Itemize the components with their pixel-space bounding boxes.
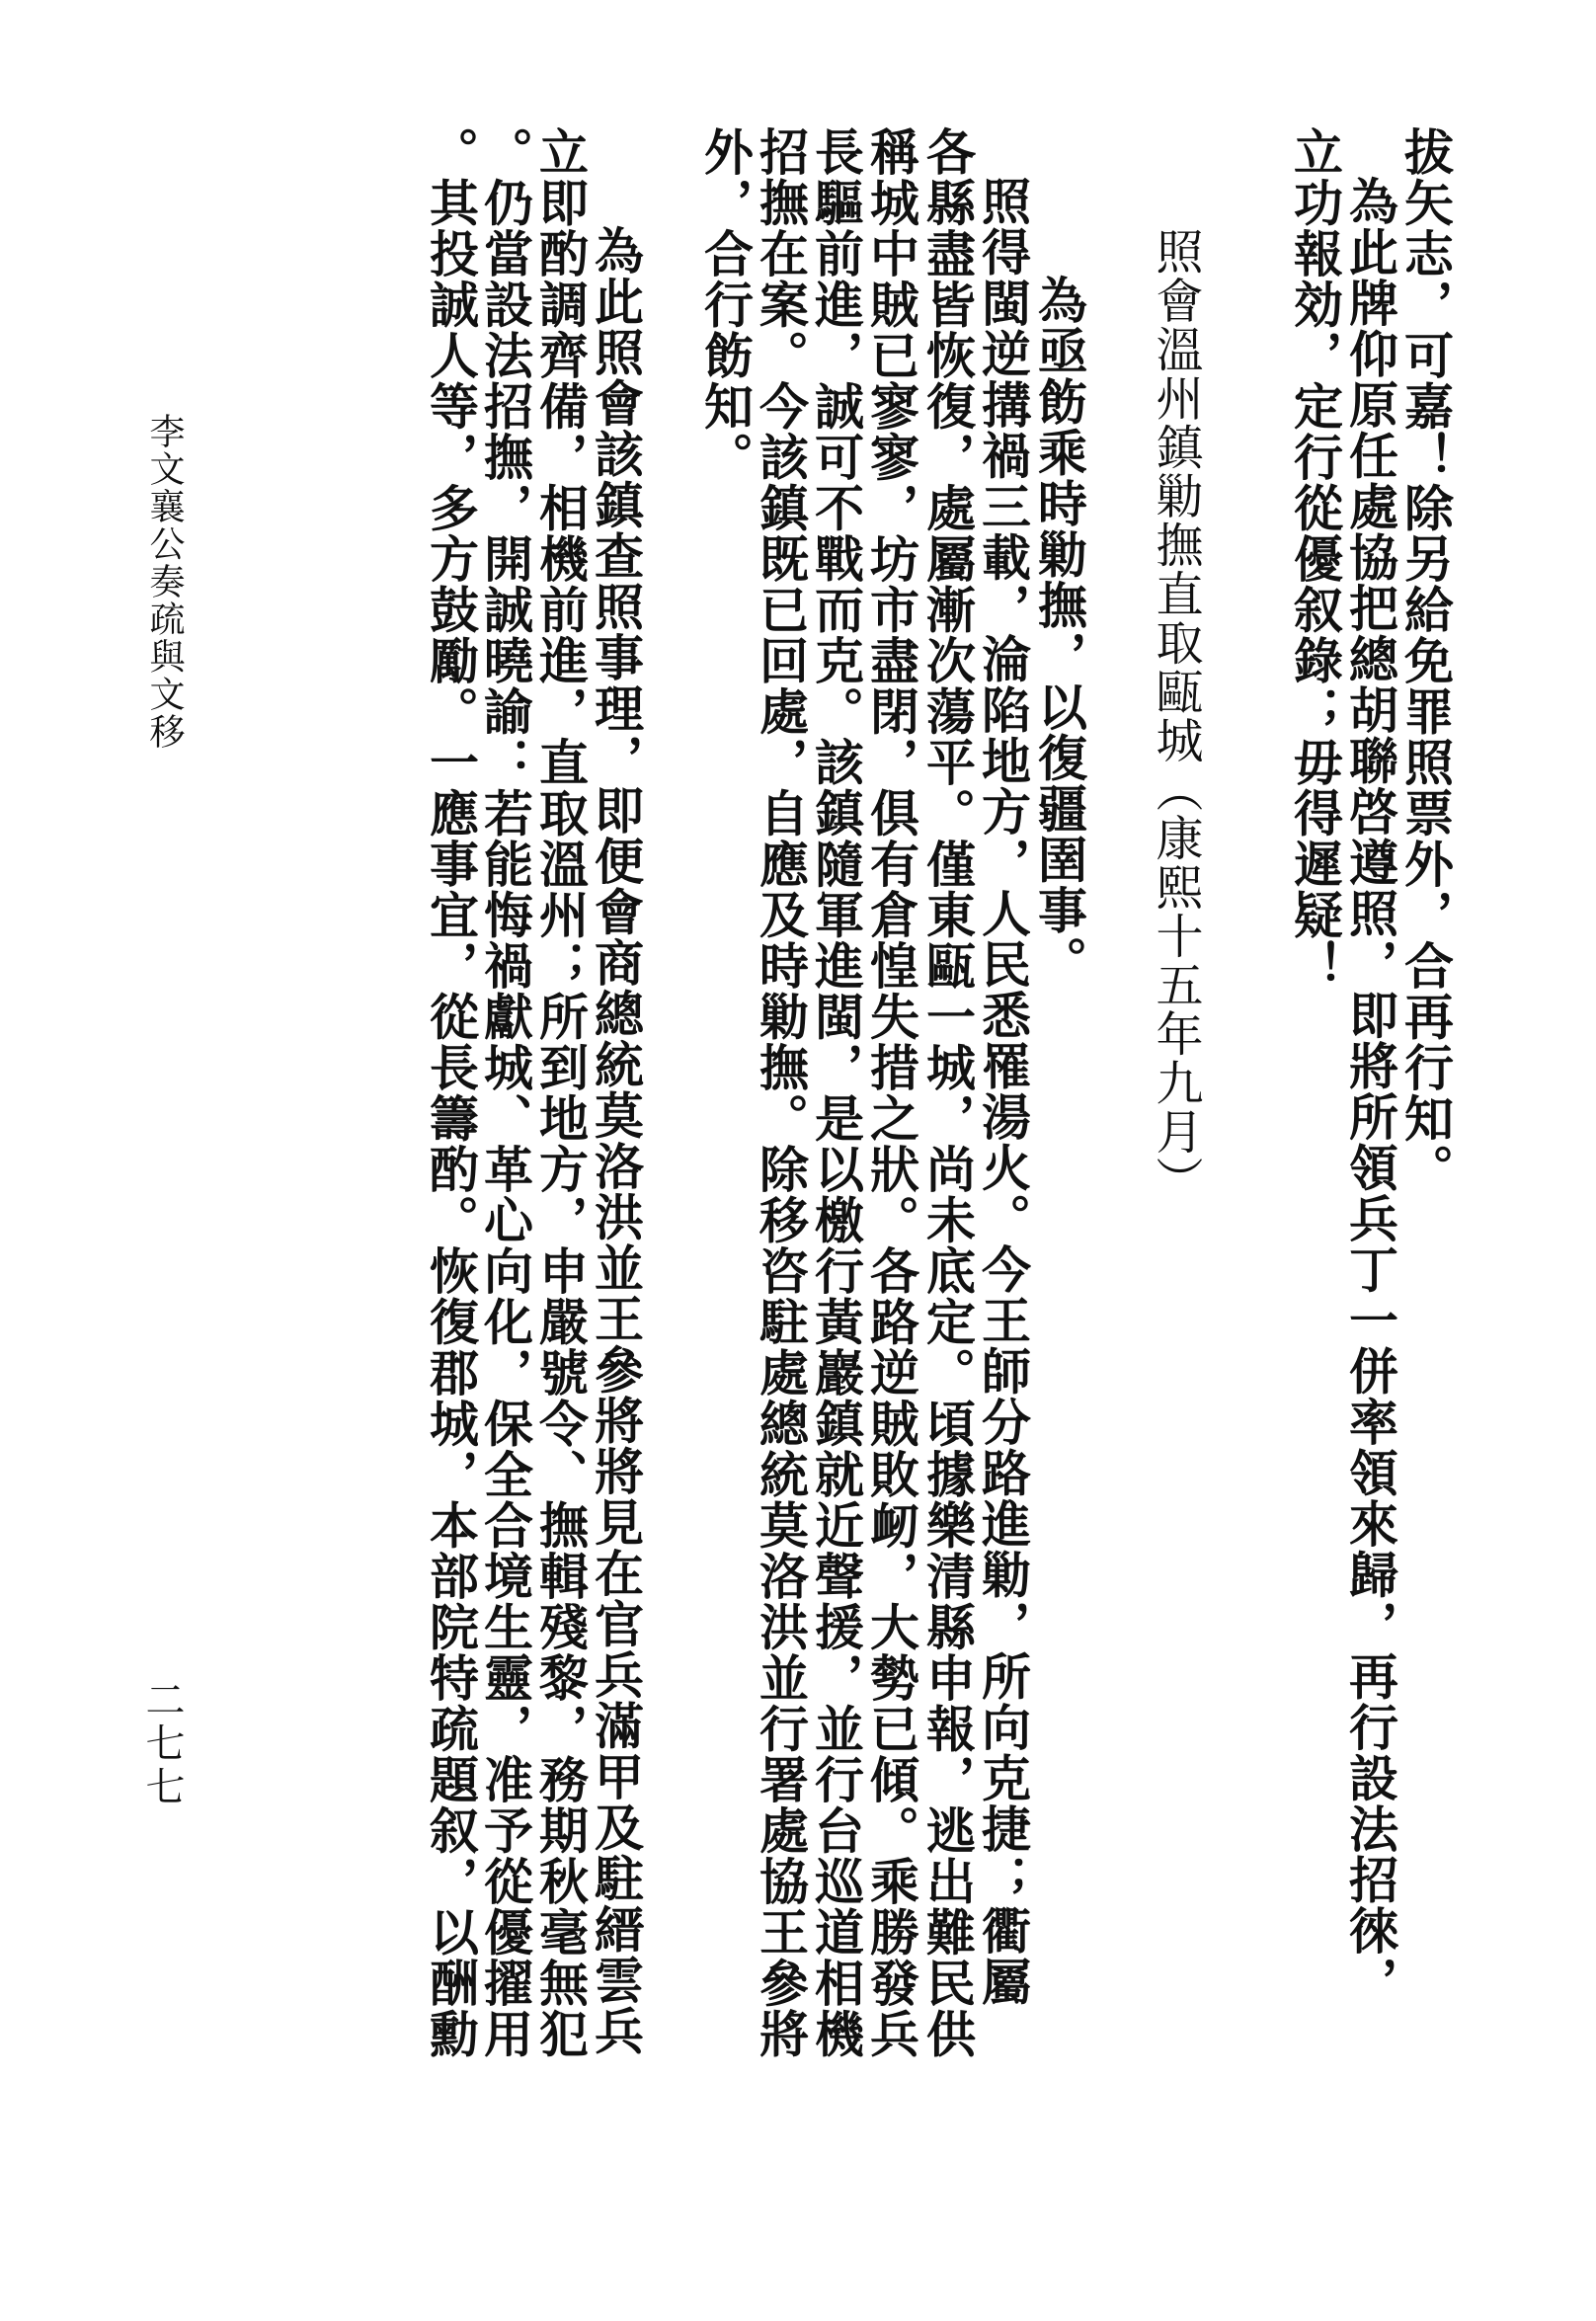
section-title: 照會溫州鎮勦撫直取甌城（康熙十五年九月） (1148, 227, 1203, 1205)
text-column-2: 為此牌仰原任處協把總胡聯啓遵照，即將所領兵丁一併率領來歸，再行設法招徠， (1341, 176, 1399, 2007)
text-column-15: 。其投誠人等，多方鼓勵。一應事宜，從長籌酌。恢復郡城，本部院特疏題叙，以酬勳 (422, 126, 480, 2059)
text-column-6: 照得閩逆搆禍三載，淪陷地方，人民悉罹湯火。今王師分路進勦，所向克捷；衢屬 (974, 176, 1032, 2007)
text-column-9: 長驅前進，誠可不戰而克。該鎮隨軍進閩，是以檄行黃巖鎮就近聲援，並行台巡道相機 (807, 126, 865, 2059)
text-column-3: 立功報効，定行從優叙錄；毋得遲疑！ (1286, 126, 1344, 992)
running-header-title: 李文襄公奏疏與文移 (144, 413, 185, 751)
text-column-7: 各縣盡皆恢復，處屬漸次蕩平。僅東甌一城，尚未底定。頃據樂清縣申報，逃出難民供 (918, 126, 977, 2059)
text-column-5: 為亟飭乘時勦撫，以復疆圉事。 (1030, 275, 1088, 987)
text-column-1: 拔矢志，可嘉！除另給免罪照票外，合再行知。 (1396, 126, 1455, 1195)
text-column-13: 立即酌調齊備，相機前進，直取溫州；所到地方，申嚴號令、撫輯殘黎，務期秋毫無犯 (531, 126, 590, 2059)
text-column-12: 為此照會該鎮查照事理，即便會商總統莫洛洪並王參將將見在官兵滿甲及駐縉雲兵 (587, 225, 645, 2056)
text-column-11: 外，合行飭知。 (696, 126, 755, 483)
text-column-8: 稱城中賊已寥寥，坊市盡閉，俱有倉惶失措之狀。各路逆賊敗衂，大勢已傾。乘勝發兵 (862, 126, 920, 2059)
page-number: 二七七 (139, 1679, 185, 1809)
text-column-14: 。仍當設法招撫，開誠曉諭：若能悔禍獻城、革心向化，保全合境生靈，准予從優擢用 (476, 126, 534, 2059)
text-column-10: 招撫在案。今該鎮既已回處，自應及時勦撫。除移咨駐處總統莫洛洪並行署處協王參將 (752, 126, 810, 2059)
